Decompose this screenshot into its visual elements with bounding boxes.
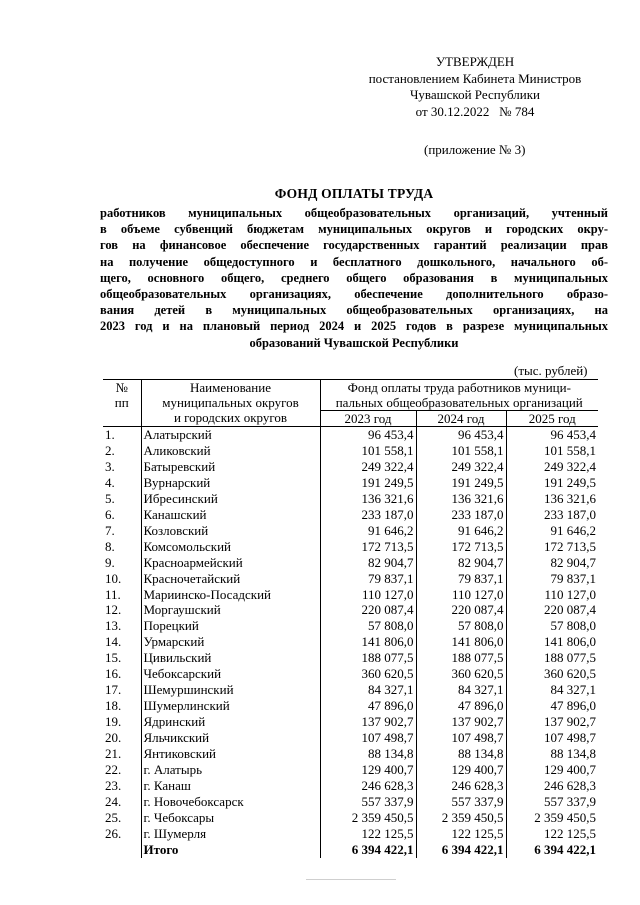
subtitle-line: гов на финансовое обеспечение государственных гарантий реализации прав [100, 238, 608, 253]
row-value-2025: 137 902,7 [544, 714, 596, 730]
row-value-2023: 2 359 450,5 [320, 810, 416, 826]
table-row [103, 587, 598, 603]
row-number: 3. [103, 459, 141, 475]
row-name: Янтиковский [141, 746, 320, 762]
row-name: г. Чебоксары [141, 810, 320, 826]
row-value-2025: 2 359 450,5 [534, 809, 596, 825]
row-value-2025: 107 498,7 [544, 730, 596, 746]
row-name: Красноармейский [141, 555, 320, 571]
row-value-2024: 79 837,1 [416, 571, 506, 587]
row-value-2024: 233 187,0 [416, 507, 506, 523]
row-value-2024: 122 125,5 [416, 826, 506, 842]
row-number: 1. [103, 427, 141, 443]
row-value-2024: 96 453,4 [416, 427, 506, 443]
row-name: Ядринский [141, 714, 320, 730]
subtitle-line: работников муниципальных общеобразовательных организаций, учтенный [100, 206, 608, 220]
table-row [103, 666, 598, 682]
row-value-2023: 91 646,2 [320, 523, 416, 539]
row-number: 4. [103, 475, 141, 491]
row-value-2025: 47 896,0 [550, 698, 596, 714]
row-value-2024: 91 646,2 [416, 523, 506, 539]
table-row [103, 459, 598, 475]
row-value-2024: 2 359 450,5 [416, 810, 506, 826]
fund-table [103, 379, 598, 858]
row-value-2025: 220 087,4 [544, 602, 596, 618]
row-name: г. Новочебоксарск [141, 794, 320, 810]
row-name: Шемуршинский [141, 682, 320, 698]
row-number: 10. [103, 571, 141, 587]
table-row [103, 443, 598, 459]
row-name: г. Канаш [141, 778, 320, 794]
header-name-line: Наименование [190, 380, 271, 395]
row-value-2023: 233 187,0 [320, 507, 416, 523]
approval-line: УТВЕРЖДЕН [435, 54, 515, 69]
row-name: Комсомольский [141, 539, 320, 555]
subtitle-line: 2023 год и на плановый период 2024 и 2025 годов в разрезе муниципальных [100, 319, 608, 334]
row-value-2025: 557 337,9 [544, 793, 596, 809]
row-name: Моргаушский [141, 602, 320, 618]
row-number: 25. [103, 810, 141, 826]
total-value-2025: 6 394 422,1 [534, 841, 596, 857]
row-name: Батыревский [141, 459, 320, 475]
approval-block [330, 54, 620, 120]
header-number-line: пп [114, 395, 129, 410]
table-row [103, 810, 598, 826]
row-value-2025: 246 628,3 [544, 777, 596, 793]
row-value-2024: 188 077,5 [416, 650, 506, 666]
row-number: 16. [103, 666, 141, 682]
row-value-2024: 557 337,9 [416, 794, 506, 810]
header-number [103, 380, 141, 427]
table-row [103, 523, 598, 539]
row-name: Красночетайский [141, 571, 320, 587]
row-value-2023: 96 453,4 [320, 427, 416, 443]
table-row [103, 650, 598, 666]
table-row [103, 491, 598, 507]
row-value-2024: 172 713,5 [416, 539, 506, 555]
row-number: 8. [103, 539, 141, 555]
header-name-line: муниципальных округов [162, 395, 299, 410]
row-number: 2. [103, 443, 141, 459]
row-name: Порецкий [141, 618, 320, 634]
row-number: 7. [103, 523, 141, 539]
row-value-2025: 101 558,1 [544, 442, 596, 458]
row-value-2023: 172 713,5 [320, 539, 416, 555]
table-row [103, 714, 598, 730]
row-number: 13. [103, 618, 141, 634]
row-number: 14. [103, 634, 141, 650]
header-name [141, 380, 320, 427]
row-value-2024: 88 134,8 [416, 746, 506, 762]
row-name: Яльчикский [141, 730, 320, 746]
row-number: 20. [103, 730, 141, 746]
row-number: 19. [103, 714, 141, 730]
row-value-2024: 191 249,5 [416, 475, 506, 491]
row-value-2025: 191 249,5 [544, 474, 596, 490]
row-value-2025: 188 077,5 [544, 650, 596, 666]
row-value-2023: 141 806,0 [320, 634, 416, 650]
row-name: Мариинско-Посадский [141, 587, 320, 603]
units-label: (тыс. рублей) [514, 363, 588, 378]
row-number: 18. [103, 698, 141, 714]
row-value-2025: 136 321,6 [544, 490, 596, 506]
table-row [103, 794, 598, 810]
row-value-2024: 129 400,7 [416, 762, 506, 778]
row-number: 24. [103, 794, 141, 810]
total-label: Итого [141, 842, 320, 858]
table-row [103, 507, 598, 523]
row-name: г. Шумерля [141, 826, 320, 842]
row-value-2024: 136 321,6 [416, 491, 506, 507]
row-value-2023: 107 498,7 [320, 730, 416, 746]
row-value-2024: 84 327,1 [416, 682, 506, 698]
total-row [103, 842, 598, 858]
row-number: 11. [103, 587, 141, 603]
approval-line: Чувашской Республики [409, 87, 541, 102]
appendix-label: (приложение № 3) [424, 142, 526, 157]
table-row [103, 539, 598, 555]
row-name: Цивильский [141, 650, 320, 666]
subtitle-line: вания детей в муниципальных общеобразовательных организациях, на [100, 303, 608, 318]
row-number: 5. [103, 491, 141, 507]
approval-line: постановлением Кабинета Министров [368, 70, 582, 86]
subtitle-line: образований Чувашской Республики [249, 335, 459, 350]
row-value-2025: 172 713,5 [544, 538, 596, 554]
table-row [103, 618, 598, 634]
table-row [103, 634, 598, 650]
row-value-2023: 188 077,5 [320, 650, 416, 666]
table-row [103, 427, 598, 443]
row-value-2023: 220 087,4 [320, 602, 416, 618]
row-value-2025: 88 134,8 [550, 746, 596, 762]
row-number: 9. [103, 555, 141, 571]
table-row [103, 778, 598, 794]
row-value-2024: 220 087,4 [416, 602, 506, 618]
table-row [103, 746, 598, 762]
table-row [103, 475, 598, 491]
table-row [103, 762, 598, 778]
row-number: 22. [103, 762, 141, 778]
row-value-2023: 110 127,0 [320, 587, 416, 603]
document-subtitle [100, 205, 608, 351]
approval-line: от 30.12.2022 № 784 [415, 103, 535, 119]
document-title: ФОНД ОПЛАТЫ ТРУДА [274, 186, 434, 201]
row-value-2023: 84 327,1 [320, 682, 416, 698]
header-name-line: и городских округов [173, 410, 288, 425]
row-number: 21. [103, 746, 141, 762]
row-value-2024: 110 127,0 [416, 587, 506, 603]
header-year-2025: 2025 год [506, 411, 598, 427]
row-value-2023: 191 249,5 [320, 475, 416, 491]
row-value-2023: 129 400,7 [320, 762, 416, 778]
header-fund [320, 380, 598, 411]
row-number: 15. [103, 650, 141, 666]
row-name: Урмарский [141, 634, 320, 650]
total-number-cell [103, 842, 141, 858]
row-name: Аликовский [141, 443, 320, 459]
row-value-2023: 557 337,9 [320, 794, 416, 810]
row-name: Вурнарский [141, 475, 320, 491]
row-value-2024: 107 498,7 [416, 730, 506, 746]
table-row [103, 571, 598, 587]
row-value-2023: 122 125,5 [320, 826, 416, 842]
row-number: 23. [103, 778, 141, 794]
row-value-2024: 57 808,0 [416, 618, 506, 634]
total-value-2024: 6 394 422,1 [416, 842, 506, 858]
table-row [103, 826, 598, 842]
row-value-2025: 233 187,0 [544, 506, 596, 522]
footer-divider [306, 879, 396, 880]
subtitle-line: в объеме субвенций бюджетам муниципальных округов и городских окру- [100, 222, 608, 237]
row-name: Ибресинский [141, 491, 320, 507]
row-name: Канашский [141, 507, 320, 523]
header-number-line: № [115, 380, 128, 395]
row-value-2025: 79 837,1 [550, 570, 596, 586]
subtitle-line: на получение общедоступного и бесплатного дошкольного, начального об- [100, 254, 608, 269]
row-number: 12. [103, 602, 141, 618]
row-value-2023: 88 134,8 [320, 746, 416, 762]
row-value-2023: 82 904,7 [320, 555, 416, 571]
row-value-2024: 141 806,0 [416, 634, 506, 650]
subtitle-line: щего, основного общего, среднего общего образования в муниципальных [100, 270, 608, 285]
row-name: Чебоксарский [141, 666, 320, 682]
table-row [103, 555, 598, 571]
row-value-2023: 249 322,4 [320, 459, 416, 475]
row-value-2024: 47 896,0 [416, 698, 506, 714]
row-number: 17. [103, 682, 141, 698]
row-value-2023: 57 808,0 [320, 618, 416, 634]
row-value-2025: 82 904,7 [550, 554, 596, 570]
row-value-2024: 360 620,5 [416, 666, 506, 682]
row-number: 6. [103, 507, 141, 523]
row-value-2024: 82 904,7 [416, 555, 506, 571]
row-number: 26. [103, 826, 141, 842]
row-value-2025: 360 620,5 [544, 666, 596, 682]
total-value-2023: 6 394 422,1 [320, 842, 416, 858]
row-value-2025: 122 125,5 [544, 825, 596, 841]
row-value-2025: 57 808,0 [550, 618, 596, 634]
subtitle-line: общеобразовательных организациях, обеспечение дополнительного образо- [100, 287, 608, 302]
row-value-2024: 101 558,1 [416, 443, 506, 459]
header-year-2023: 2023 год [320, 411, 416, 427]
row-value-2023: 246 628,3 [320, 778, 416, 794]
row-value-2025: 141 806,0 [544, 634, 596, 650]
row-value-2024: 249 322,4 [416, 459, 506, 475]
table-body [103, 427, 598, 858]
table-row [103, 698, 598, 714]
header-year-2024: 2024 год [416, 411, 506, 427]
row-value-2024: 246 628,3 [416, 778, 506, 794]
row-value-2023: 79 837,1 [320, 571, 416, 587]
row-name: Алатырский [141, 427, 320, 443]
row-value-2025: 84 327,1 [550, 682, 596, 698]
table-row [103, 602, 598, 618]
header-fund-line: Фонд оплаты труда работников муници- [347, 380, 571, 395]
header-fund-line: пальных общеобразовательных организаций [335, 395, 583, 410]
table-row [103, 682, 598, 698]
row-value-2023: 137 902,7 [320, 714, 416, 730]
row-value-2023: 101 558,1 [320, 443, 416, 459]
row-value-2025: 91 646,2 [550, 522, 596, 538]
row-value-2025: 249 322,4 [544, 458, 596, 474]
row-value-2023: 47 896,0 [320, 698, 416, 714]
row-value-2023: 360 620,5 [320, 666, 416, 682]
row-name: Шумерлинский [141, 698, 320, 714]
row-value-2025: 129 400,7 [544, 762, 596, 778]
row-value-2025: 110 127,0 [544, 586, 596, 602]
table-row [103, 730, 598, 746]
row-value-2025: 96 453,4 [550, 427, 596, 442]
row-value-2024: 137 902,7 [416, 714, 506, 730]
row-value-2023: 136 321,6 [320, 491, 416, 507]
row-name: Козловский [141, 523, 320, 539]
row-name: г. Алатырь [141, 762, 320, 778]
